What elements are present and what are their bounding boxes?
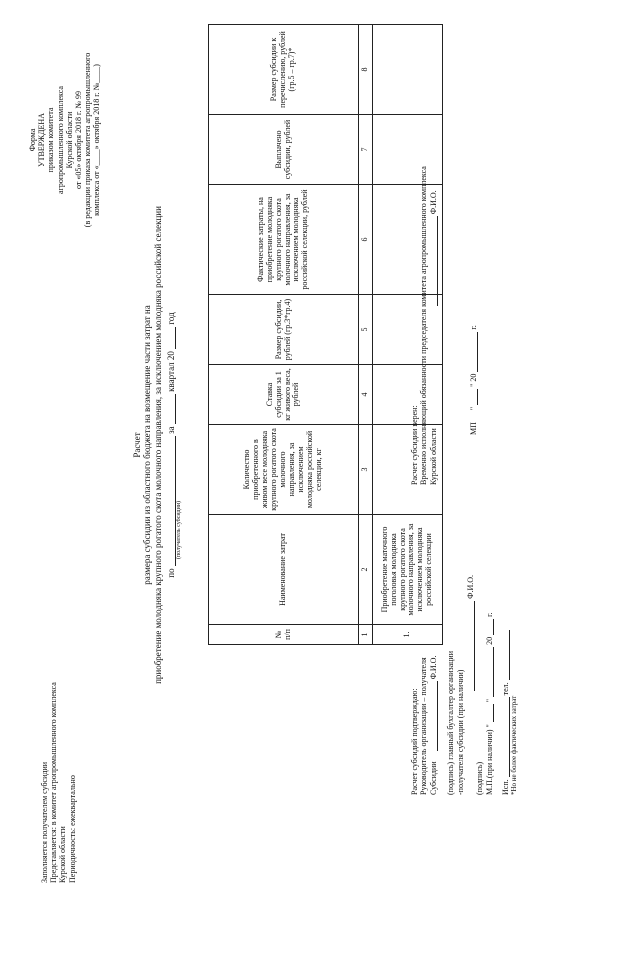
column-number-row	[359, 25, 373, 645]
footnote: *Но не более фактических затрат	[509, 695, 518, 795]
recipient-blank[interactable]	[166, 436, 176, 566]
col-header-paid: Выплачено субсидии, рублей	[209, 115, 359, 185]
tel-blank[interactable]	[500, 630, 510, 680]
header-row	[209, 25, 359, 645]
col-header-num: № п/п	[209, 625, 359, 645]
committee-line: агропромышленного комплекса	[55, 86, 65, 194]
col-header-rate: Ставка субсидии за 1 кг живого веса, рублей	[209, 365, 359, 425]
mp-date-row	[484, 565, 494, 795]
accountant-signature-blank[interactable]	[465, 601, 475, 691]
verified-label: Расчет субсидии верен:	[410, 405, 419, 485]
right-mp-date-row	[468, 45, 478, 485]
period-line	[166, 105, 176, 785]
year-label: год	[166, 312, 177, 325]
col-num-7: 7	[359, 115, 373, 185]
right-quote-open: "	[469, 406, 479, 411]
col-num-5: 5	[359, 295, 373, 365]
right-g: г.	[469, 325, 479, 330]
year-suffix-blank[interactable]	[484, 619, 494, 635]
region-line: Курской области	[58, 826, 68, 883]
col-header-subsidy-size: Размер субсидии, рублей (гр.3*гр.4)	[209, 295, 359, 365]
date-quote-open: "	[484, 724, 494, 728]
revision-line: (в редакции приказа комитета агропромышленного	[83, 52, 93, 228]
chair-signature-blank[interactable]	[428, 216, 438, 306]
head-fio: Ф.И.О.	[429, 655, 439, 680]
submission-info	[40, 563, 77, 883]
executor-label: Исп.	[500, 779, 510, 795]
approval-block	[28, 15, 102, 265]
approved-label: УТВЕРЖДЕНА	[37, 113, 47, 168]
quarter-blank[interactable]	[166, 394, 176, 424]
region-label-right: Курской области	[429, 428, 439, 485]
row-cost-name: Приобретение маточного поголовья молодняка крупного рогатого скота молочного направления, за исключением молодняка российской селекции	[372, 515, 442, 625]
row-number: 1.	[372, 625, 442, 645]
date-quote-close: "	[484, 698, 494, 703]
col-header-actual-costs: Фактические затраты, на приобретение молодняка крупного рогатого скота молочного направления, за исключением молодняка российской селекции, рублей	[209, 185, 359, 295]
right-day-blank[interactable]	[468, 389, 478, 405]
title-line3: приобретение молодняка крупного рогатого скота молочного направления, за исключением молодняка российской селекции	[152, 206, 163, 684]
col-header-to-transfer: Размер субсидии к перечислению, рублей (гр.5 – гр.7)*	[209, 25, 359, 115]
periodicity-line: Периодичность: ежеквартально	[67, 775, 77, 883]
day-blank[interactable]	[484, 704, 494, 722]
head-signature-blank[interactable]	[428, 681, 438, 751]
accountant-fio: Ф.И.О.	[465, 575, 475, 599]
month-blank[interactable]	[484, 647, 494, 697]
approved-by-line: приказом комитета	[46, 107, 56, 173]
tel-label: тел.	[500, 682, 510, 696]
confirm-label: Расчет субсидий подтверждаю:	[410, 688, 419, 795]
date-g: г.	[484, 612, 494, 617]
col-num-2: 2	[359, 515, 373, 625]
head-line1: Руководитель организации – получателя	[419, 657, 429, 795]
col-num-1: 1	[359, 625, 373, 645]
executor-row	[500, 565, 510, 795]
chair-fio: Ф.И.О.	[429, 190, 439, 215]
revision-date-line: комплекса от «____» октября 2018 г. №____)	[92, 64, 102, 216]
subsidy-table	[208, 24, 443, 645]
executor-blank[interactable]	[500, 697, 510, 777]
right-mp: МП	[469, 422, 479, 435]
recipient-note: (получатель субсидии)	[176, 500, 183, 560]
title-calc: Расчет	[132, 432, 142, 458]
title-line2: размера субсидии из областного бюджета на возмещение части затрат на	[142, 305, 153, 585]
quarter-label: квартал 20	[166, 351, 177, 392]
region-line-right: Курской области	[64, 111, 74, 169]
po-label: по	[166, 568, 177, 578]
form-label: Форма	[28, 128, 37, 152]
recipient-signature-block	[410, 565, 518, 795]
col-num-4: 4	[359, 365, 373, 425]
year-blank[interactable]	[166, 327, 176, 349]
form-title	[132, 105, 183, 785]
mp-label: М.П.(при наличии)	[484, 729, 494, 795]
acting-chair-line: Временно исполняющий обязанности председателя комитета агропромышленного комплекса	[419, 166, 429, 485]
head-line2: Субсидии	[429, 761, 439, 795]
accountant-note: (подпись) главный бухгалтер организации	[446, 651, 456, 795]
region-fio-row	[428, 45, 438, 485]
signature-podpis: (подпись)	[474, 761, 484, 795]
date-year: 20	[484, 636, 494, 645]
submitted-to-line: Представляется: в комитет агропромышленного комплекса	[49, 682, 59, 883]
order-date-line: от «05» октября 2018 г. № 99	[73, 91, 83, 190]
head-line2-row	[428, 565, 438, 795]
accountant-fio-row	[465, 565, 475, 795]
filled-by-line: Заполняется получателем субсидии	[40, 761, 49, 883]
right-year: 20	[469, 373, 479, 382]
committee-signature-block	[410, 45, 478, 485]
right-quote-close: "	[469, 383, 479, 387]
right-year-blank[interactable]	[468, 332, 478, 372]
accountant-recipient-line: -получателя субсидии (при наличии)	[455, 669, 465, 795]
col-num-6: 6	[359, 185, 373, 295]
col-header-name: Наименование затрат	[209, 515, 359, 625]
col-num-8: 8	[359, 25, 373, 115]
col-header-quantity: Количество приобретенного в живом весе молодняка крупного рогатого скота молочного направления, за исключением молодняка российской селекции, кг	[209, 425, 359, 515]
col-num-3: 3	[359, 425, 373, 515]
za-label: за	[166, 426, 177, 434]
